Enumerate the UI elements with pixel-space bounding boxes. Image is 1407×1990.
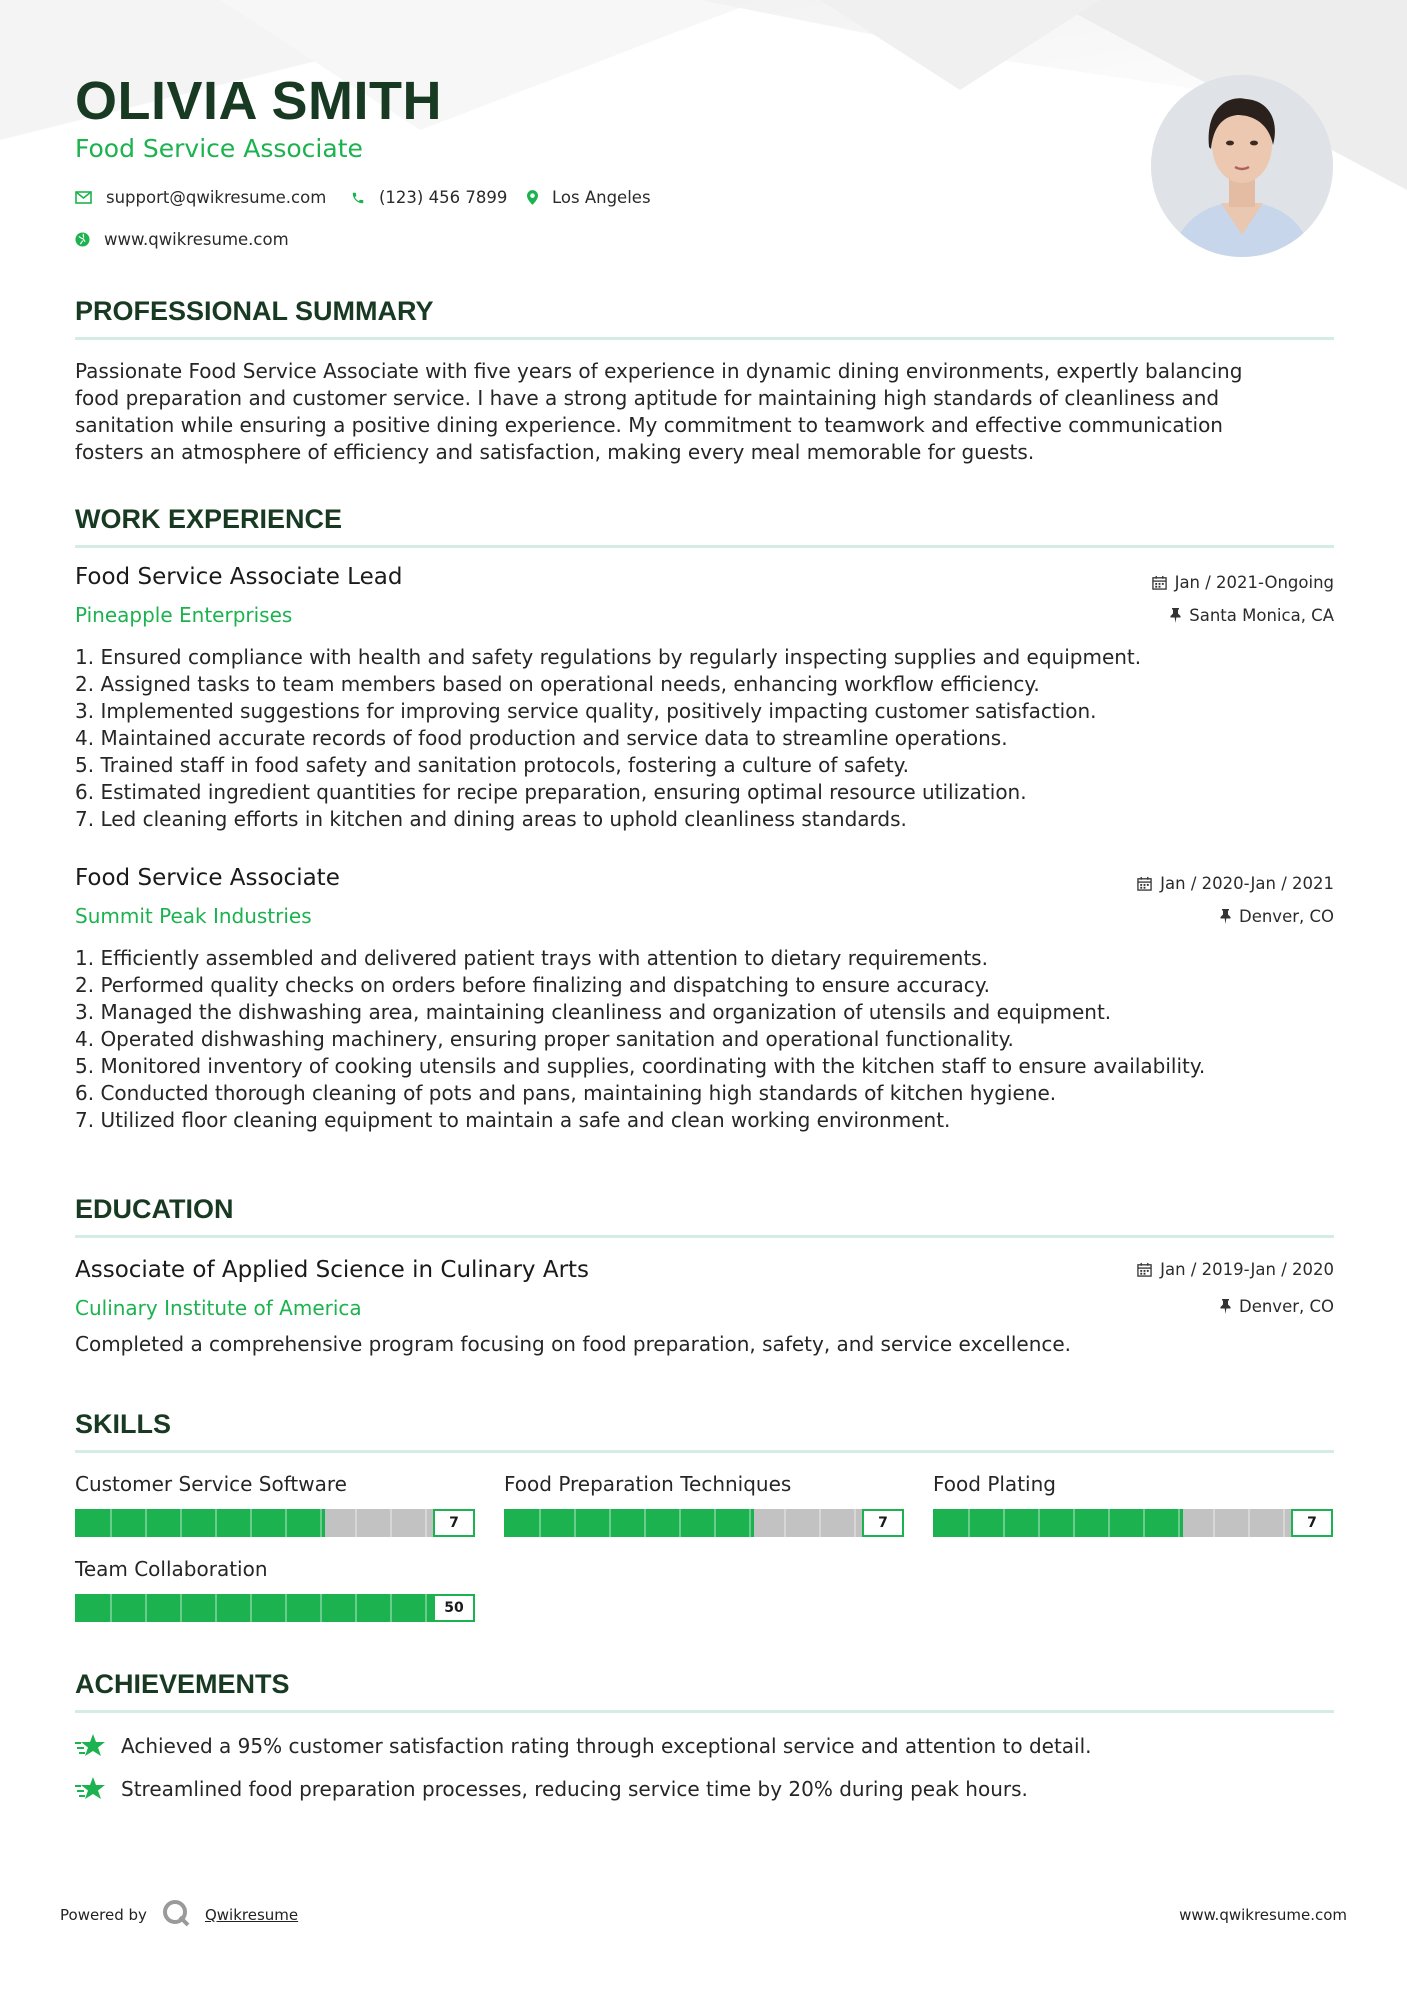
powered-by-label: Powered by xyxy=(60,1906,147,1924)
footer-powered-by xyxy=(60,1898,298,1932)
job-location-text: Denver, CO xyxy=(1238,907,1334,926)
education-dates xyxy=(1137,1260,1334,1279)
experience-divider xyxy=(75,545,1334,548)
phone-icon xyxy=(351,191,365,205)
job-dates xyxy=(1137,874,1334,893)
job-bullet: 1. Efficiently assembled and delivered patient trays with attention to dietary requirements. xyxy=(75,946,988,970)
skills-divider xyxy=(75,1450,1334,1453)
skill-bar xyxy=(75,1594,475,1622)
skill-bar-segment xyxy=(355,1509,357,1537)
skill-bar-segment xyxy=(355,1594,357,1622)
job-bullet: 1. Ensured compliance with health and safety regulations by regularly inspecting supplies and equipment. xyxy=(75,645,1142,669)
skill-bar-segment xyxy=(609,1509,611,1537)
summary-line: sanitation while ensuring a positive dining experience. My commitment to teamwork and effective communication xyxy=(75,413,1223,437)
website-text: www.qwikresume.com xyxy=(104,230,289,249)
star-icon xyxy=(75,1733,107,1759)
pushpin-icon xyxy=(1220,1299,1231,1314)
pushpin-icon xyxy=(1220,909,1231,924)
skill-bar-segment xyxy=(1038,1509,1040,1537)
education-heading: EDUCATION xyxy=(75,1194,234,1224)
job-company: Pineapple Enterprises xyxy=(75,603,293,627)
education-location-text: Denver, CO xyxy=(1238,1297,1334,1316)
job-bullet: 2. Performed quality checks on orders before finalizing and dispatching to ensure accuracy. xyxy=(75,973,991,997)
skill-bar-segment xyxy=(1108,1509,1110,1537)
skill-bar-segment xyxy=(250,1594,252,1622)
skill-bar-segment xyxy=(425,1509,427,1537)
skill-bar-segment xyxy=(390,1594,392,1622)
skill-bar-fill xyxy=(75,1594,475,1622)
skill-bar-segment xyxy=(968,1509,970,1537)
achievements-divider xyxy=(75,1710,1334,1713)
education-divider xyxy=(75,1235,1334,1238)
achievement-item xyxy=(75,1776,1028,1802)
job-bullet: 5. Monitored inventory of cooking utensils and supplies, coordinating with the kitchen staff to ensure availability. xyxy=(75,1054,1206,1078)
profile-photo xyxy=(1151,75,1333,257)
summary-line: fosters an atmosphere of efficiency and satisfaction, making every meal memorable for guests. xyxy=(75,440,1035,464)
job-location xyxy=(1220,907,1334,926)
star-icon xyxy=(75,1776,107,1802)
skill-bar-segment xyxy=(250,1509,252,1537)
contact-phone[interactable] xyxy=(351,188,507,207)
education-location xyxy=(1220,1297,1334,1316)
skill-bar-segment xyxy=(854,1509,856,1537)
qwikresume-logo-icon xyxy=(161,1898,191,1932)
summary-heading: PROFESSIONAL SUMMARY xyxy=(75,296,434,326)
job-bullets xyxy=(75,644,1335,833)
job-dates xyxy=(1152,573,1334,592)
skill-bar xyxy=(75,1509,475,1537)
skill-bar-segment xyxy=(539,1509,541,1537)
job-bullet: 6. Estimated ingredient quantities for recipe preparation, ensuring optimal resource utilization. xyxy=(75,780,1027,804)
school-name: Culinary Institute of America xyxy=(75,1296,362,1320)
skill-bar-segment xyxy=(1178,1509,1180,1537)
skill-bar-segment xyxy=(215,1594,217,1622)
skill-bar-segment xyxy=(784,1509,786,1537)
job-bullet: 4. Operated dishwashing machinery, ensuring proper sanitation and operational functionality. xyxy=(75,1027,1014,1051)
skill-bar-segment xyxy=(1143,1509,1145,1537)
skill-bar-segment xyxy=(644,1509,646,1537)
summary-text xyxy=(75,358,1335,466)
job-bullet: 3. Implemented suggestions for improving service quality, positively impacting customer satisfaction. xyxy=(75,699,1097,723)
skill-bar-fill xyxy=(504,1509,754,1537)
job-dates-text: Jan / 2020-Jan / 2021 xyxy=(1160,874,1334,893)
skill-bar-segment xyxy=(110,1509,112,1537)
skill-bar xyxy=(504,1509,904,1537)
envelope-icon xyxy=(75,191,92,204)
skill-bar-segment xyxy=(1248,1509,1250,1537)
calendar-icon xyxy=(1152,575,1167,590)
globe-icon xyxy=(75,232,90,247)
skill-name: Food Preparation Techniques xyxy=(504,1472,792,1496)
experience-heading: WORK EXPERIENCE xyxy=(75,504,343,534)
candidate-role: Food Service Associate xyxy=(75,134,363,163)
skill-bar-segment xyxy=(180,1509,182,1537)
contact-website[interactable] xyxy=(75,230,289,249)
skill-bar-segment xyxy=(1213,1509,1215,1537)
achievements-heading: ACHIEVEMENTS xyxy=(75,1669,290,1699)
skill-bar-segment xyxy=(215,1509,217,1537)
skill-bar-segment xyxy=(110,1594,112,1622)
skill-bar-segment xyxy=(425,1594,427,1622)
summary-line: food preparation and customer service. I have a strong aptitude for maintaining high standards of cleanliness and xyxy=(75,386,1220,410)
skill-bar-fill xyxy=(75,1509,325,1537)
education-description: Completed a comprehensive program focusing on food preparation, safety, and service excellence. xyxy=(75,1332,1072,1356)
summary-divider xyxy=(75,337,1334,340)
calendar-icon xyxy=(1137,1262,1152,1277)
skill-bar-segment xyxy=(285,1509,287,1537)
skill-level-badge: 7 xyxy=(433,1509,475,1537)
job-bullet: 7. Led cleaning efforts in kitchen and dining areas to uphold cleanliness standards. xyxy=(75,807,907,831)
achievement-item xyxy=(75,1733,1092,1759)
skill-bar-segment xyxy=(1003,1509,1005,1537)
location-text: Los Angeles xyxy=(552,188,651,207)
skill-bar-segment xyxy=(1073,1509,1075,1537)
skill-bar-segment xyxy=(180,1594,182,1622)
skill-bar-segment xyxy=(285,1594,287,1622)
pushpin-icon xyxy=(1170,608,1181,623)
skill-bar-segment xyxy=(145,1509,147,1537)
skill-name: Food Plating xyxy=(933,1472,1056,1496)
job-bullets xyxy=(75,945,1335,1134)
job-bullet: 4. Maintained accurate records of food production and service data to streamline operations. xyxy=(75,726,1008,750)
job-dates-text: Jan / 2021-Ongoing xyxy=(1174,573,1334,592)
contact-location xyxy=(527,188,651,207)
candidate-name: OLIVIA SMITH xyxy=(75,71,442,131)
skill-bar-fill xyxy=(933,1509,1183,1537)
skill-bar-segment xyxy=(574,1509,576,1537)
skill-bar-segment xyxy=(819,1509,821,1537)
achievement-text: Streamlined food preparation processes, reducing service time by 20% during peak hours. xyxy=(121,1777,1028,1801)
skill-level-badge: 50 xyxy=(433,1594,475,1622)
skill-bar-segment xyxy=(145,1594,147,1622)
skill-bar-segment xyxy=(714,1509,716,1537)
email-text: support@qwikresume.com xyxy=(106,188,327,207)
skills-heading: SKILLS xyxy=(75,1409,172,1439)
skill-bar-segment xyxy=(679,1509,681,1537)
footer-website-link[interactable]: www.qwikresume.com xyxy=(1179,1906,1347,1924)
skill-bar xyxy=(933,1509,1333,1537)
job-location xyxy=(1170,606,1334,625)
qwikresume-link[interactable]: Qwikresume xyxy=(204,1906,299,1924)
skill-level-badge: 7 xyxy=(1291,1509,1333,1537)
skill-level-badge: 7 xyxy=(862,1509,904,1537)
education-dates-text: Jan / 2019-Jan / 2020 xyxy=(1160,1260,1334,1279)
job-title: Food Service Associate Lead xyxy=(75,564,403,590)
skill-bar-segment xyxy=(390,1509,392,1537)
skill-name: Customer Service Software xyxy=(75,1472,347,1496)
job-title: Food Service Associate xyxy=(75,865,340,891)
skill-bar-segment xyxy=(320,1594,322,1622)
job-bullet: 3. Managed the dishwashing area, maintaining cleanliness and organization of utensils and equipment. xyxy=(75,1000,1112,1024)
skill-bar-segment xyxy=(1283,1509,1285,1537)
job-bullet: 6. Conducted thorough cleaning of pots and pans, maintaining high standards of kitchen hygiene. xyxy=(75,1081,1057,1105)
job-location-text: Santa Monica, CA xyxy=(1189,606,1334,625)
skill-bar-segment xyxy=(320,1509,322,1537)
job-bullet: 5. Trained staff in food safety and sanitation protocols, fostering a culture of safety. xyxy=(75,753,910,777)
job-bullet: 7. Utilized floor cleaning equipment to maintain a safe and clean working environment. xyxy=(75,1108,951,1132)
skill-name: Team Collaboration xyxy=(75,1557,268,1581)
job-company: Summit Peak Industries xyxy=(75,904,312,928)
phone-text: (123) 456 7899 xyxy=(379,188,508,207)
summary-line: Passionate Food Service Associate with five years of experience in dynamic dining environments, expertly balancing xyxy=(75,359,1243,383)
achievement-text: Achieved a 95% customer satisfaction rating through exceptional service and attention to detail. xyxy=(121,1734,1092,1758)
skill-bar-segment xyxy=(749,1509,751,1537)
calendar-icon xyxy=(1137,876,1152,891)
map-pin-icon xyxy=(527,190,538,205)
job-bullet: 2. Assigned tasks to team members based on operational needs, enhancing workflow efficiency. xyxy=(75,672,1040,696)
degree-title: Associate of Applied Science in Culinary Arts xyxy=(75,1257,590,1283)
contact-email[interactable] xyxy=(75,188,326,207)
